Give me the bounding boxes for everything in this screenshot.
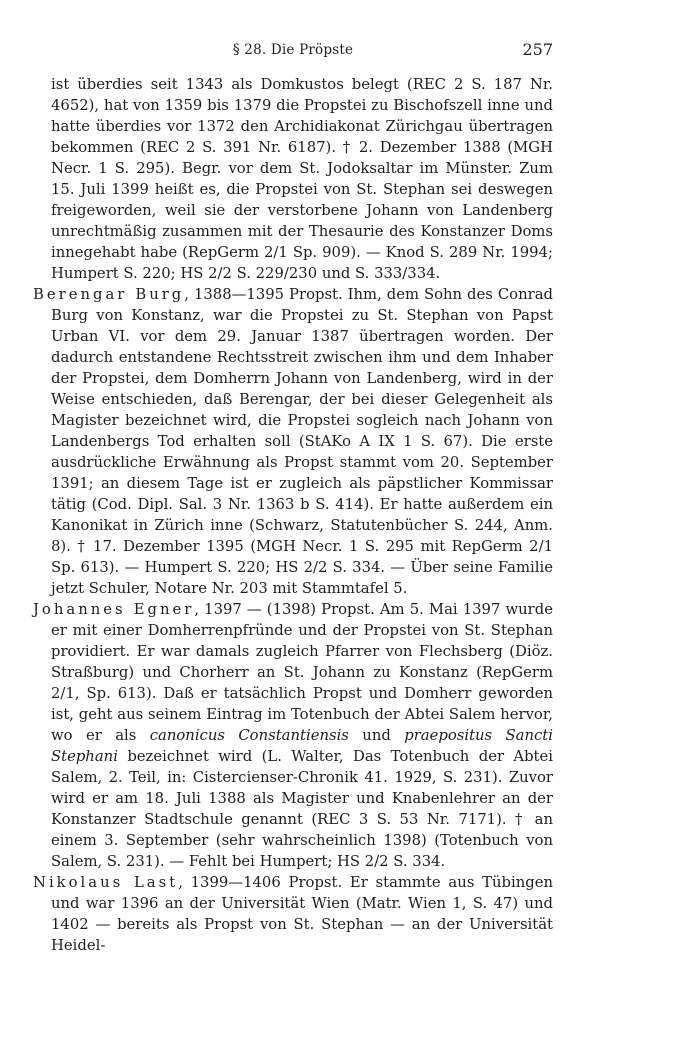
page-number: 257 — [522, 40, 553, 59]
entry-text: , 1399—1406 Propst. Er stammte aus Tübingen und war 1396 an der Universität Wien (Matr. Wien 1, S. 47) und 1402 — bereits als Propst von St. Stephan — an der Universität Heidel- — [51, 874, 554, 954]
entry-italic-text: canonicus Constantiensis — [149, 727, 349, 744]
entry-text: , 1397 — (1398) Propst. Am 5. Mai 1397 wurde er mit einer Domherrenpfründe und der Propstei von St. Stephan providiert. Er war damals zugleich Pfarrer von Flechsberg (Diöz. Straßburg) und Chorherr an St. Johann zu Konstanz (RepGerm 2/1, Sp. 613). Daß er tatsächlich Propst und Domherr geworden ist, geht aus seinem Eintrag im Totenbuch der Abtei Salem hervor, wo er als — [51, 601, 553, 744]
running-head-title: § 28. Die Pröpste — [232, 42, 354, 58]
entry-italic-text: praepositus Sancti Stephani — [51, 727, 553, 765]
page-body — [33, 74, 553, 956]
entry-johannes-egner — [33, 599, 553, 872]
entry-berengar-burg — [33, 284, 553, 599]
continuation-paragraph — [33, 74, 553, 284]
running-head — [33, 40, 553, 66]
entry-nikolaus-last — [33, 872, 553, 956]
entry-name: Nikolaus Last — [33, 874, 179, 891]
paragraph-text: ist überdies seit 1343 als Domkustos belegt (REC 2 S. 187 Nr. 4652), hat von 1359 bis 1379 die Propstei zu Bischofszell inne und hatte überdies vor 1372 den Archidiakonat Zürichgau übertragen bekommen (REC 2 S. 391 Nr. 6187). † 2. Dezember 1388 (MGH Necr. 1 S. 295). Begr. vor dem St. Jodoksaltar im Münster. Zum 15. Juli 1399 heißt es, die Propstei von St. Stephan sei deswegen freigeworden, weil sie der verstorbene Johann von Landenberg unrechtmäßig zusammen mit der Thesaurie des Konstanzer Doms innegehabt habe (RepGerm 2/1 Sp. 909). — Knod S. 289 Nr. 1994; Humpert S. 220; HS 2/2 S. 229/230 und S. 333/334. — [51, 76, 553, 282]
entry-text: und — [348, 727, 405, 744]
entry-text: , 1388—1395 Propst. Ihm, dem Sohn des Conrad Burg von Konstanz, war die Propstei zu St. Stephan von Papst Urban VI. vor dem 29. Januar 1387 übertragen worden. Der dadurch entstandene Rechtsstreit zwischen ihm und dem Inhaber der Propstei, dem Domherrn Johann von Landenberg, wird in der Weise entschieden, daß Berengar, der bei dieser Gelegenheit als Magister bezeichnet wird, die Propstei sogleich nach Johann von Landenbergs Tod erhalten soll (StAKo A IX 1 S. 67). Die erste ausdrückliche Erwähnung als Propst stammt vom 20. September 1391; an diesem Tage ist er zugleich als päpstlicher Kommissar tätig (Cod. Dipl. Sal. 3 Nr. 1363 b S. 414). Er hatte außerdem ein Kanonikat in Zürich inne (Schwarz, Statutenbücher S. 244, Anm. 8). † 17. Dezember 1395 (MGH Necr. 1 S. 295 mit RepGerm 2/1 Sp. 613). — Humpert S. 220; HS 2/2 S. 334. — Über seine Familie jetzt Schuler, Notare Nr. 203 mit Stammtafel 5. — [51, 286, 553, 597]
entry-name: Johannes Egner — [33, 601, 195, 618]
entry-name: Berengar Burg — [33, 286, 185, 303]
entry-text: bezeichnet wird (L. Walter, Das Totenbuch der Abtei Salem, 2. Teil, in: Cistercienser-Chronik 41. 1929, S. 231). Zuvor wird er am 18. Juli 1388 als Magister und Knabenlehrer an der Konstanzer Stadtschule genannt (REC 3 S. 53 Nr. 7171). † an einem 3. September (sehr wahrscheinlich 1398) (Totenbuch von Salem, S. 231). — Fehlt bei Humpert; HS 2/2 S. 334. — [51, 748, 553, 870]
